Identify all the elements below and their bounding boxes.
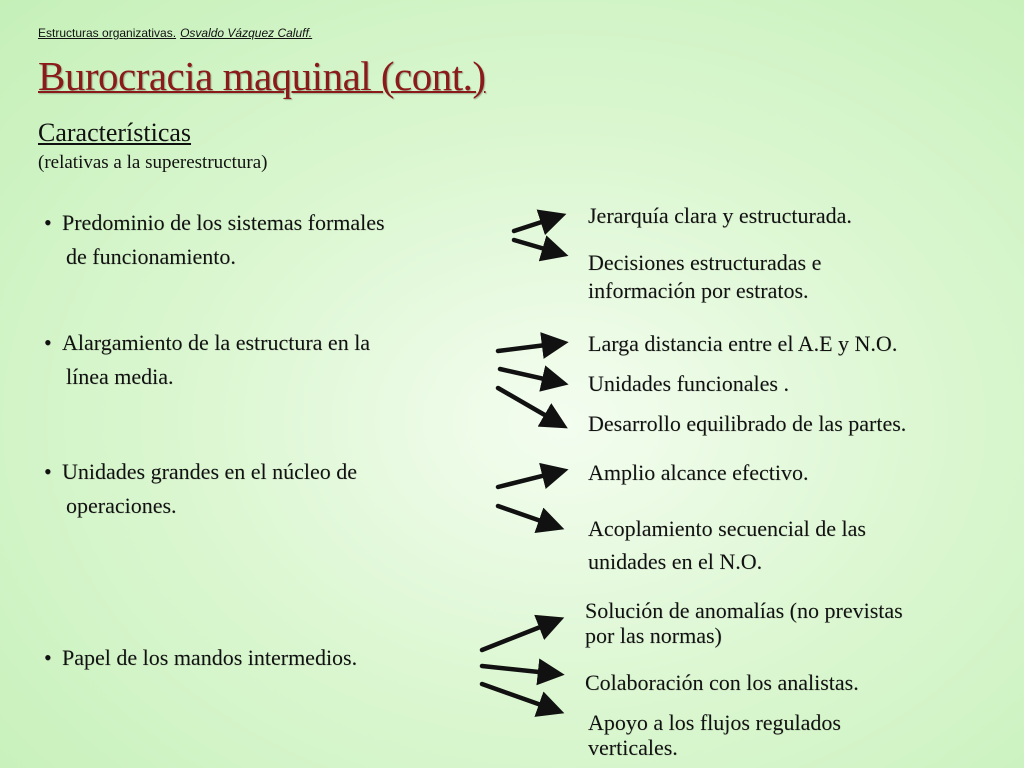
item-apoyo-cont: verticales. (588, 735, 678, 760)
arrow-right-icon (514, 240, 562, 254)
item-decisiones: Decisiones estructuradas e (588, 250, 822, 275)
item-desarrollo: Desarrollo equilibrado de las partes. (588, 411, 907, 436)
bullet-dot: • (44, 645, 52, 670)
item-colaboracion: Colaboración con los analistas. (585, 670, 859, 695)
arrow-right-icon (500, 369, 562, 383)
arrow-right-icon (482, 620, 558, 650)
arrow-right-icon (482, 666, 558, 674)
bullet-dot: • (44, 459, 52, 484)
course-name: Estructuras organizativas. (38, 26, 177, 40)
arrow-right-icon (498, 506, 558, 527)
bullet-line: Papel de los mandos intermedios. (62, 645, 358, 670)
bullet-line: Unidades grandes en el núcleo de (62, 459, 358, 484)
item-unidades-funcionales: Unidades funcionales . (588, 371, 789, 396)
bullet-dot: • (44, 330, 52, 355)
item-apoyo: Apoyo a los flujos regulados (588, 710, 841, 735)
slide-title: Burocracia maquinal (cont.) (38, 53, 486, 99)
item-decisiones-cont: información por estratos. (588, 278, 809, 303)
section-subtitle: Características (38, 118, 192, 147)
author-name: Osvaldo Vázquez Caluff. (180, 26, 313, 40)
item-larga-distancia: Larga distancia entre el A.E y N.O. (588, 331, 898, 356)
item-solucion: Solución de anomalías (no previstas (585, 598, 903, 623)
bullet-line-continued: línea media. (66, 364, 174, 389)
bullet-line: Alargamiento de la estructura en la (62, 330, 371, 355)
item-acoplamiento-cont: unidades en el N.O. (588, 549, 763, 574)
bullet-dot: • (44, 210, 52, 235)
bullet-line-continued: operaciones. (66, 493, 177, 518)
bullet-line: Predominio de los sistemas formales (62, 210, 385, 235)
arrow-right-icon (498, 471, 562, 487)
item-amplio-alcance: Amplio alcance efectivo. (588, 460, 809, 485)
item-acoplamiento: Acoplamiento secuencial de las (588, 516, 866, 541)
item-solucion-cont: por las normas) (585, 623, 722, 648)
bullet-line-continued: de funcionamiento. (66, 244, 236, 269)
item-jerarquia: Jerarquía clara y estructurada. (588, 203, 852, 228)
arrow-right-icon (482, 684, 558, 711)
arrow-right-icon (498, 388, 562, 425)
arrow-right-icon (514, 216, 560, 231)
section-subnote: (relativas a la superestructura) (38, 152, 268, 173)
arrow-right-icon (498, 343, 562, 351)
